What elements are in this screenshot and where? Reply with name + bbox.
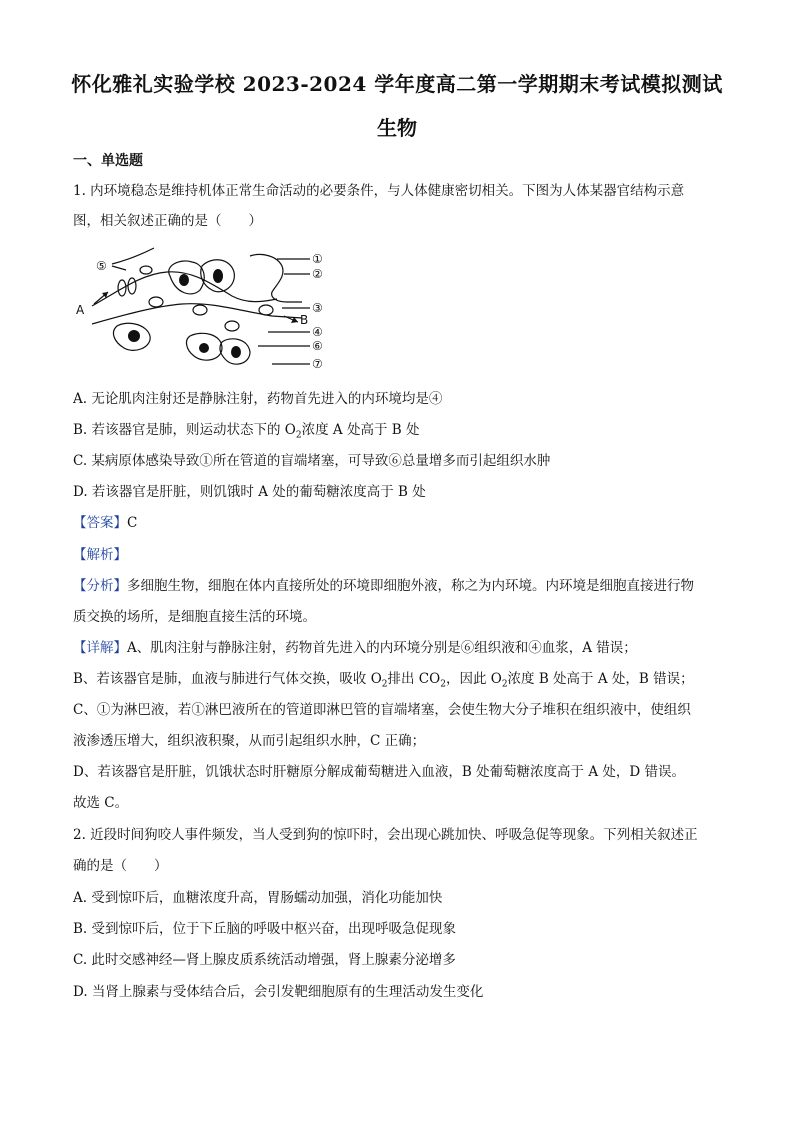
section-heading: 一、单选题 — [73, 153, 143, 169]
fenxi-line1: 【分析】多细胞生物，细胞在体内直接所处的环境即细胞外液，称之为内环境。内环境是细胞直接进行物 — [73, 578, 694, 594]
diagram-label-b: B — [300, 313, 309, 327]
cell-nucleus — [128, 330, 140, 342]
cell-nucleus — [199, 343, 209, 353]
answer-line — [73, 513, 137, 533]
diagram-label-2: ② — [312, 267, 323, 281]
q1-option-a: A. 无论肌肉注射还是静脉注射，药物首先进入的内环境均是④ — [73, 391, 443, 407]
answer-value: C — [127, 515, 138, 531]
diagram-label-1: ① — [312, 252, 323, 266]
red-blood-cell — [259, 305, 273, 315]
q1-option-b: B. 若该器官是肺，则运动状态下的 $O_2$浓度 A 处高于 B 处 — [73, 422, 420, 441]
lymph-vessel-blind-end — [250, 254, 302, 302]
organ-structure-diagram — [72, 244, 334, 374]
xiangjie-c-line2: 液渗透压增大，组织液积聚，从而引起组织水肿，C 正确； — [73, 733, 426, 749]
xiangjie-d: D、若该器官是肝脏，饥饿状态时肝糖原分解成葡萄糖进入血液，B 处葡萄糖浓度高于 A 处，D 错误。 — [73, 764, 685, 780]
diagram-label-a: A — [76, 303, 85, 317]
q1-option-c: C. 某病原体感染导致①所在管道的盲端堵塞，可导致⑥总量增多而引起组织水肿 — [73, 453, 551, 469]
subject-title: 生物 — [377, 116, 417, 140]
red-blood-cell — [149, 297, 163, 307]
diagram-label-7: ⑦ — [312, 357, 323, 371]
diagram-label-6: ⑥ — [312, 339, 323, 353]
fenxi-line2: 质交换的场所，是细胞直接生活的环境。 — [73, 609, 316, 625]
q2-option-c: C. 此时交感神经—肾上腺皮质系统活动增强，肾上腺素分泌增多 — [73, 952, 456, 968]
cell-nucleus — [231, 346, 241, 358]
red-blood-cell — [140, 266, 152, 274]
q2-stem-line2: 确的是（ ） — [73, 858, 168, 874]
leader-line — [112, 266, 126, 270]
q1-stem-line2: 图，相关叙述正确的是（ ） — [73, 213, 262, 229]
red-blood-cell — [225, 321, 239, 331]
xiangjie-a: 【详解】A、肌肉注射与静脉注射，药物首先进入的内环境分别是⑥组织液和④血浆，A 错误； — [73, 640, 637, 656]
q2-option-d: D. 当肾上腺素与受体结合后，会引发靶细胞原有的生理活动发生变化 — [73, 984, 484, 1000]
q1-stem-line1: 1. 内环境稳态是维持机体正常生命活动的必要条件，与人体健康密切相关。下图为人体某器官结构示意 — [73, 183, 685, 199]
diagram-label-5: ⑤ — [96, 259, 107, 273]
diagram-label-4: ④ — [312, 325, 323, 339]
analysis-heading: 【解析】 — [73, 547, 127, 563]
diagram-label-3: ③ — [312, 301, 323, 315]
cell-nucleus — [179, 274, 189, 286]
red-blood-cell — [128, 278, 136, 294]
xiangjie-b: B、若该器官是肺，血液与肺进行气体交换，吸收 $O_2$排出 $CO_2$，因此 $O_2$浓度 B 处高于 A 处，B 错误； — [73, 671, 694, 690]
red-blood-cell — [193, 305, 207, 315]
q2-stem-line1: 2. 近段时间狗咬人事件频发，当人受到狗的惊吓时，会出现心跳加快、呼吸急促等现象。下列相关叙述正 — [73, 827, 698, 843]
fenxi-tag: 【分析】 — [73, 578, 127, 594]
answer-tag: 【答案】 — [73, 515, 127, 531]
page-title: 怀化雅礼实验学校 2023-2024 学年度高二第一学期期末考试模拟测试 — [71, 72, 723, 96]
xiangjie-tag: 【详解】 — [73, 640, 127, 656]
q2-option-a: A. 受到惊吓后，血糖浓度升高，胃肠蠕动加强，消化功能加快 — [73, 890, 443, 906]
q2-option-b: B. 受到惊吓后，位于下丘脑的呼吸中枢兴奋，出现呼吸急促现象 — [73, 921, 457, 937]
xiangjie-c-line1: C、①为淋巴液，若①淋巴液所在的管道即淋巴管的盲端堵塞，会使生物大分子堆积在组织液中，使组织 — [73, 702, 691, 718]
cell-nucleus — [213, 269, 223, 283]
conclusion: 故选 C。 — [73, 795, 129, 811]
q1-option-d: D. 若该器官是肝脏，则饥饿时 A 处的葡萄糖浓度高于 B 处 — [73, 484, 426, 500]
lymph-vessel-top — [112, 248, 154, 264]
